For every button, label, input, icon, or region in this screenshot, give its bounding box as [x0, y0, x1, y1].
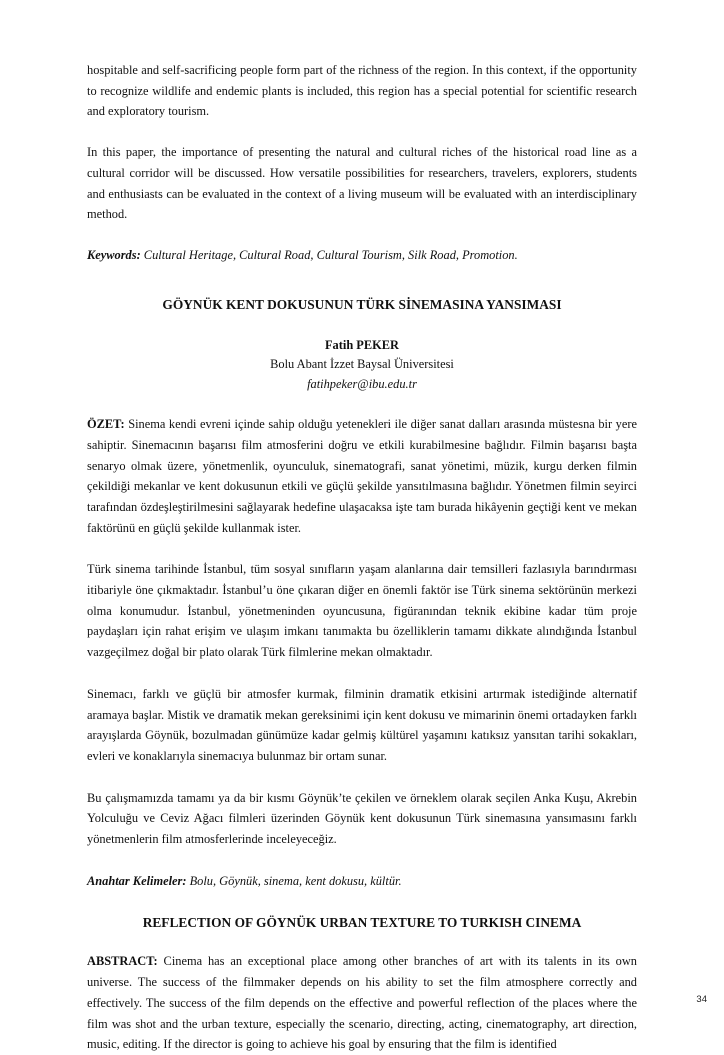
body-paragraph: In this paper, the importance of presenting the natural and cultural riches of the historical road line as a cultural corridor will be discussed. How versatile possibilities for researchers, travelers, explorers, students and enthusiasts can be evaluated in the context of a living museum will be evaluated with an interdisciplinary method.	[87, 145, 637, 222]
article-title: GÖYNÜK KENT DOKUSUNUN TÜRK SİNEMASINA YANSIMASI	[162, 296, 562, 312]
page-content	[87, 60, 637, 1055]
body-paragraph: Bu çalışmamızda tamamı ya da bir kısmı Göynük’te çekilen ve örneklem olarak seçilen Anka Kuşu, Akrebin Yolculuğu ve Ceviz Ağacı filmleri üzerinden Göynük kent dokusunun Türk sinemasına yansımasını farklı yönetmenlerin film atmosferlerinde inceleyeceğiz.	[87, 790, 637, 847]
keywords-en	[87, 245, 637, 266]
abstract-paragraph	[87, 951, 637, 1055]
ozet-label: ÖZET:	[87, 417, 125, 432]
ozet-paragraph	[87, 414, 637, 538]
body-paragraph: Türk sinema tarihinde İstanbul, tüm sosyal sınıfların yaşam alanlarına dair temsilleri fazlasıyla barındırması itibariyle öne çıkmaktadır. İstanbul’u öne çıkaran diğer en önemli faktör ise Türk sinema sektörünün merkezi olma konumudur. İstanbul, yönetmeninden oyuncusuna, figüranından teknik ekibine kadar tüm proje paydaşları için rahat erişim ve ulaşım imkanı tanımakta bu özelliklerin tamamı dikkate alındığında İstanbul vazgeçilmez doğal bir plato olarak Türk filmlerine mekan olmaktadır.	[87, 562, 637, 660]
body-paragraph: Sinemacı, farklı ve güçlü bir atmosfer kurmak, filminin dramatik etkisini artırmak istediğinde alternatif aramaya başlar. Mistik ve dramatik mekan gereksinimi için kent dokusu ve mimarinin önemi ortadayken farklı arayışlarda Göynük, bozulmadan günümüze kadar gelmiş kültürel yaşamını katıksız yansıtan tarihi sokakları, evleri ve konaklarıyla sinemacıya bulunmaz bir ortam sunar.	[87, 686, 637, 763]
author-block	[87, 336, 637, 395]
english-title: REFLECTION OF GÖYNÜK URBAN TEXTURE TO TURKISH CINEMA	[142, 915, 582, 931]
ozet-text: Sinema kendi evreni içinde sahip olduğu yetenekleri ile diğer sanat dalları arasında müstesna bir yere sahiptir. Sinemacının başarısı film atmosferini doğru ve etkili kurabilmesine bağlıdır. Filmin başarısı başta senaryo olmak üzere, yönetmenlik, oyunculuk, sinematografi, sanat yönetimi, müzik, kurgu derken filmin çekildiği mekanlar ve kent dokusunun etkili ve güçlü şekilde yansıtılmasına bağlıdır. Yönetmen filmin seyirci tarafından özdeşleştirilmesini sağlayarak hedefine ulaşacaksa işte tam burada hikâyenin geçtiği kent ve mekan faktörünü en güçlü şekilde kullanmak ister.	[87, 417, 637, 535]
keywords-tr-text: Bolu, Göynük, sinema, kent dokusu, kültür.	[186, 873, 402, 888]
author-affiliation: Bolu Abant İzzet Baysal Üniversitesi	[270, 357, 454, 372]
keywords-tr-label: Anahtar Kelimeler:	[87, 873, 187, 888]
abstract-text: Cinema has an exceptional place among other branches of art with its talents in its own universe. The success of the filmmaker depends on his ability to set the film atmosphere correctly and effectively. The success of the film depends on the effective and powerful reflection of the places where the film was shot and the urban texture, especially the scenario, directing, acting, cinematography, art direction, music, editing. If the director is going to achieve his goal by ensuring that the film is identified	[87, 954, 637, 1052]
keywords-tr	[87, 871, 637, 892]
author-email: fatihpeker@ibu.edu.tr	[307, 376, 417, 391]
body-paragraph: hospitable and self-sacrificing people form part of the richness of the region. In this context, if the opportunity to recognize wildlife and endemic plants is included, this region has a special potential for scientific research and exploratory tourism.	[87, 63, 637, 119]
page-number: 34	[696, 994, 707, 1005]
abstract-label: ABSTRACT:	[87, 954, 158, 969]
keywords-label: Keywords:	[87, 247, 141, 262]
keywords-text: Cultural Heritage, Cultural Road, Cultural Tourism, Silk Road, Promotion.	[140, 247, 518, 262]
author-name: Fatih PEKER	[324, 337, 399, 352]
